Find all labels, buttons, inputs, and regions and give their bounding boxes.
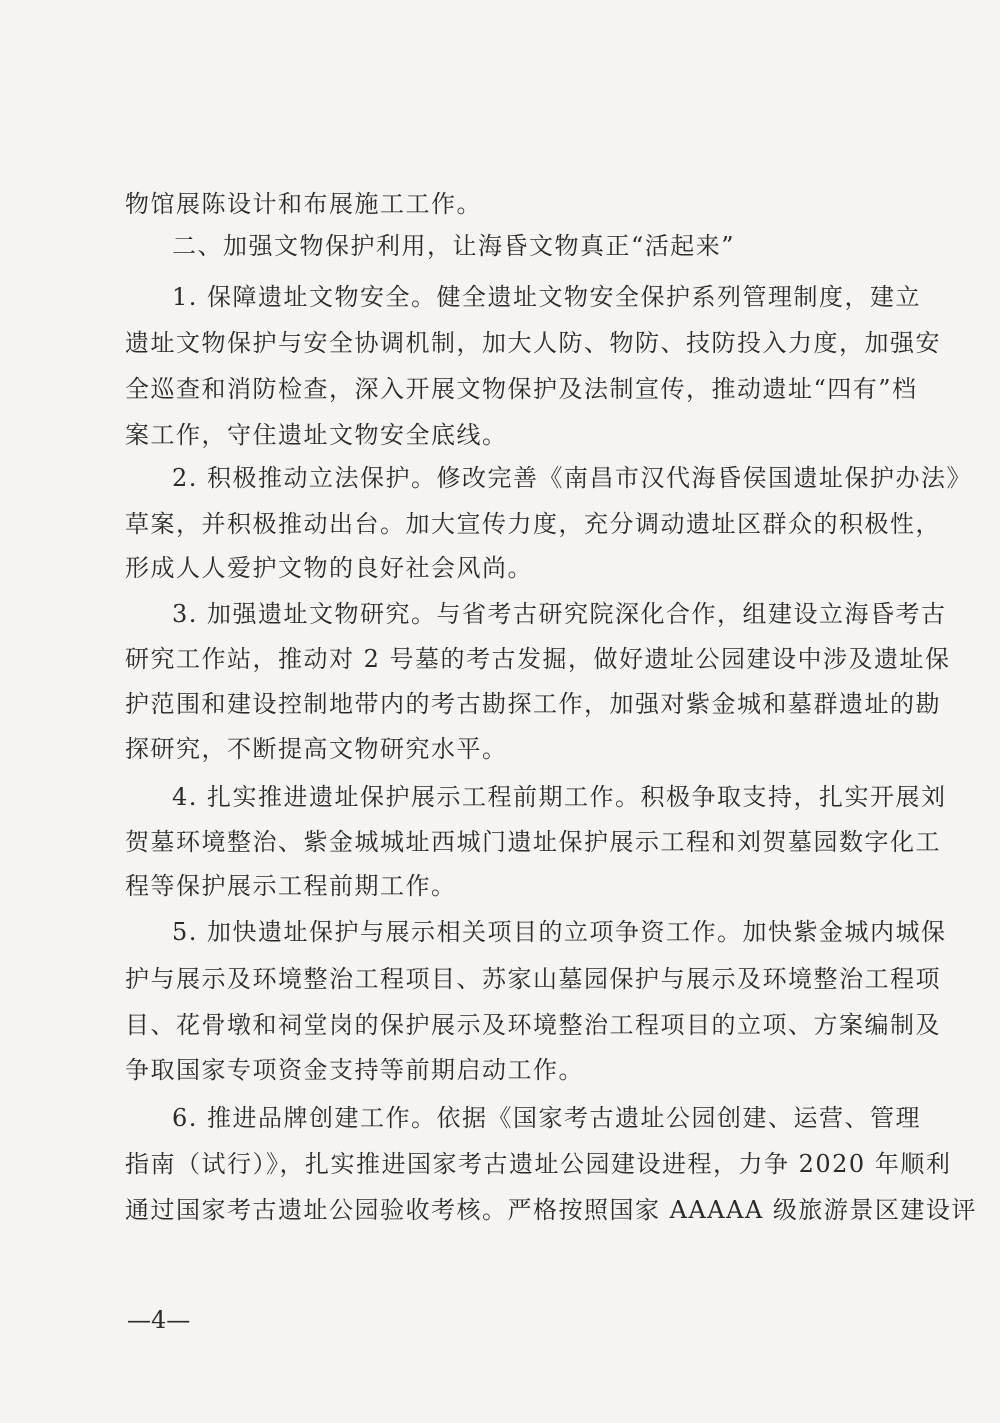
text-line: 6. 推进品牌创建工作。依据《国家考古遗址公园创建、运营、管理 [172,1104,922,1132]
text-line: 4. 扎实推进遗址保护展示工程前期工作。积极争取支持，扎实开展刘 [172,783,947,811]
text-line: 遗址文物保护与安全协调机制，加大人防、物防、技防投入力度，加强安 [125,329,941,357]
text-line: 全巡查和消防检查，深入开展文物保护及法制宣传，推动遗址“四有”档 [125,375,918,403]
text-line: 争取国家专项资金支持等前期启动工作。 [125,1056,584,1084]
text-line: 物馆展陈设计和布展施工工作。 [125,190,482,218]
text-line: 3. 加强遗址文物研究。与省考古研究院深化合作，组建设立海昏考古 [172,600,947,628]
text-line: 护与展示及环境整治工程项目、苏家山墓园保护与展示及环境整治工程项 [125,965,941,993]
text-line: 目、花骨墩和祠堂岗的保护展示及环境整治工程项目的立项、方案编制及 [125,1011,941,1039]
text-line: 探研究，不断提高文物研究水平。 [125,735,508,763]
text-line: 护范围和建设控制地带内的考古勘探工作，加强对紫金城和墓群遗址的勘 [125,690,941,718]
text-line: 指南（试行）》，扎实推进国家考古遗址公园建设进程，力争 2020 年顺利 [125,1150,952,1178]
text-line: 研究工作站，推动对 2 号墓的考古发掘，做好遗址公园建设中涉及遗址保 [125,645,951,673]
text-line: 形成人人爱护文物的良好社会风尚。 [125,554,533,582]
text-line: 贺墓环境整治、紫金城城址西城门遗址保护展示工程和刘贺墓园数字化工 [125,828,941,856]
text-line: 案工作，守住遗址文物安全底线。 [125,421,508,449]
section-heading: 二、加强文物保护利用，让海昏文物真正“活起来” [172,232,736,260]
text-line: 草案，并积极推动出台。加大宣传力度，充分调动遗址区群众的积极性， [125,510,941,538]
text-line: 通过国家考古遗址公园验收考核。严格按照国家 AAAAA 级旅游景区建设评 [125,1196,977,1224]
text-line: 5. 加快遗址保护与展示相关项目的立项争资工作。加快紫金城内城保 [172,918,947,946]
text-line: 1. 保障遗址文物安全。健全遗址文物安全保护系列管理制度，建立 [172,283,922,311]
text-line: 2. 积极推动立法保护。修改完善《南昌市汉代海昏侯国遗址保护办法》 [172,464,973,492]
page-number: —4— [127,1306,191,1334]
text-line: 程等保护展示工程前期工作。 [125,872,457,900]
